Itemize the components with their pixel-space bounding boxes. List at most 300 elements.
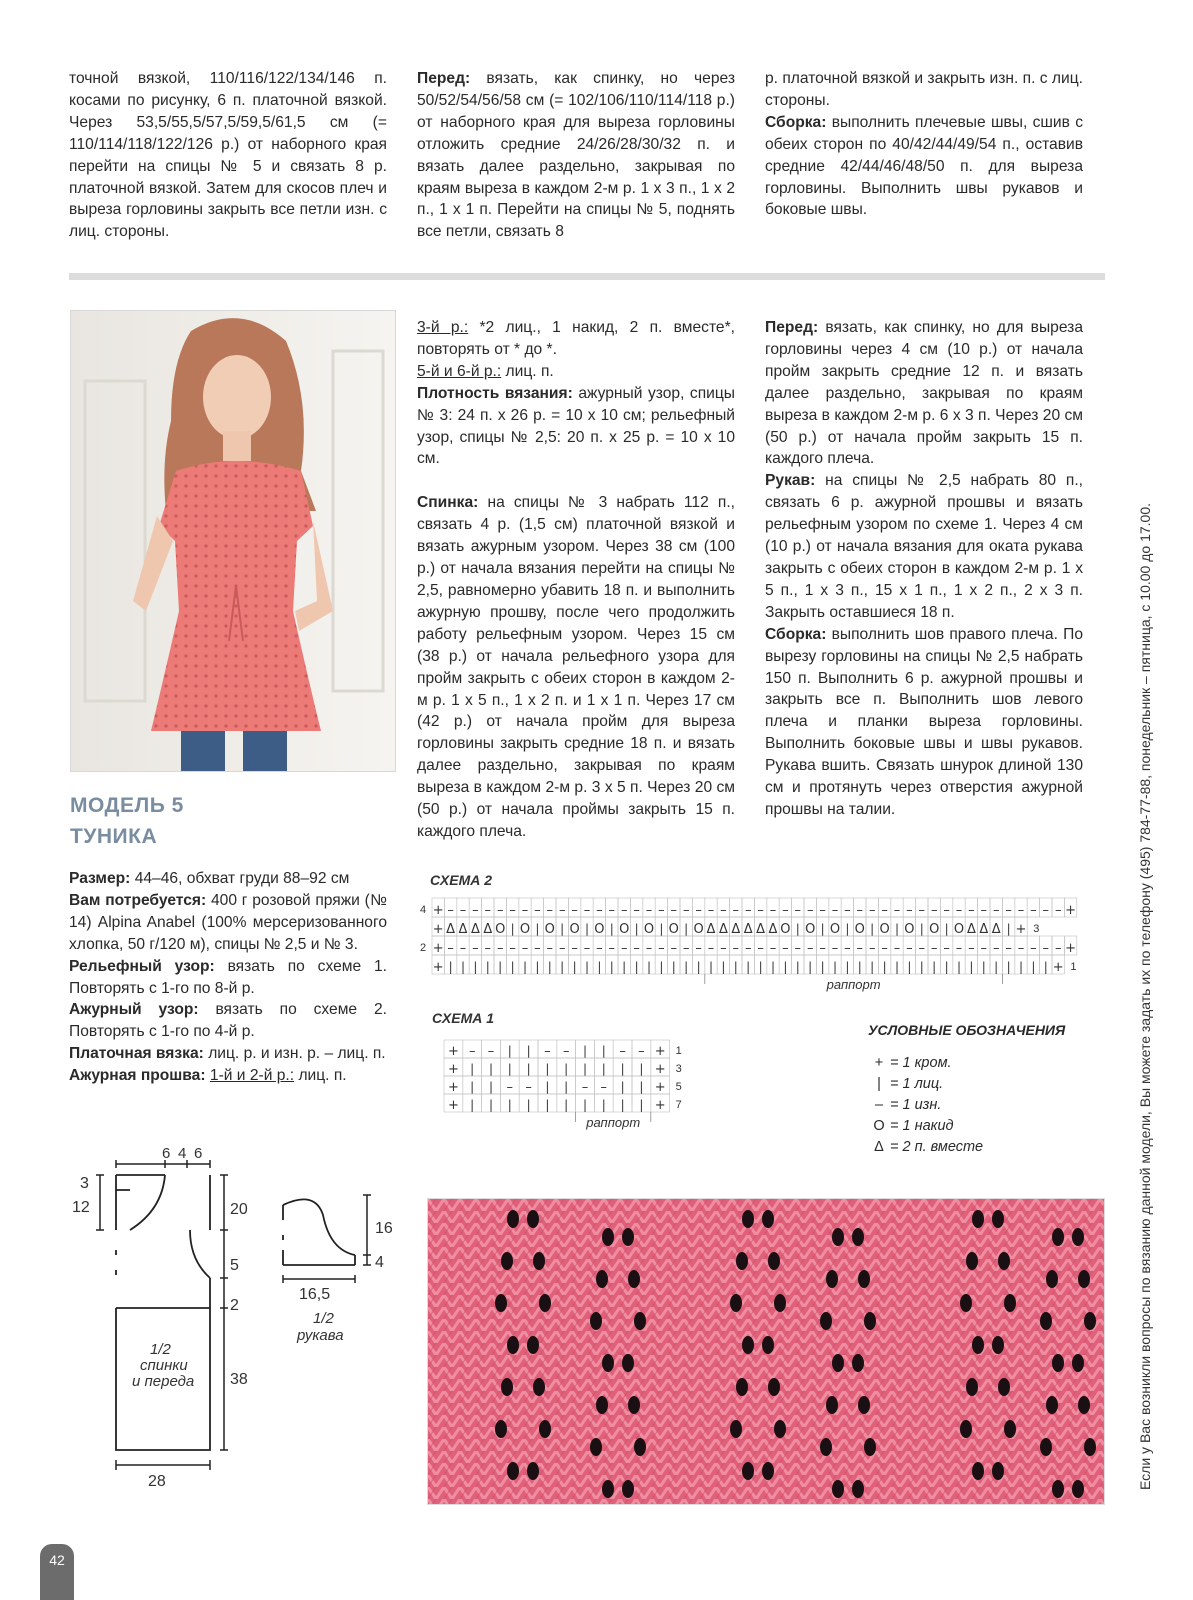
legend-symbol: O <box>873 1118 885 1134</box>
legend-title: УСЛОВНЫЕ ОБОЗНАЧЕНИЯ <box>868 1022 1066 1038</box>
chart-symbol: – <box>744 903 752 918</box>
chart-symbol: – <box>868 903 876 918</box>
chart-symbol: Δ <box>458 922 468 937</box>
chart-symbol: – <box>955 941 963 956</box>
chart-symbol: – <box>831 903 839 918</box>
chart-symbol: – <box>968 903 975 918</box>
chart-symbol: | <box>684 922 689 936</box>
chart-symbol: – <box>670 903 678 918</box>
chart-symbol: O <box>879 922 890 937</box>
chart-symbol: – <box>506 1080 514 1095</box>
eyelet-hole <box>602 1228 614 1246</box>
eyelet-hole <box>852 1354 864 1372</box>
eyelet-hole <box>622 1354 634 1372</box>
legend-text: = 1 накид <box>890 1118 954 1134</box>
chart-symbol: | <box>572 960 577 974</box>
chart-symbol: | <box>770 960 776 974</box>
eyelet-hole <box>634 1438 646 1456</box>
chart-symbol: – <box>447 941 454 956</box>
lace-text: вязать по схеме 2. Повторять с 1-го по 4-й р. <box>69 1001 387 1041</box>
chart-symbol: – <box>682 941 690 956</box>
chart-symbol: | <box>584 960 590 974</box>
need-label: Вам потребуется: <box>69 891 207 909</box>
chart-symbol: | <box>956 960 962 974</box>
chart-symbol: – <box>521 941 529 956</box>
eyelet-hole <box>826 1396 838 1414</box>
chart-symbol: O <box>953 922 965 937</box>
chart-symbol: O <box>495 922 506 937</box>
chart-symbol: | <box>639 1080 644 1094</box>
chart-symbol: | <box>907 960 912 974</box>
row-number: 2 <box>420 942 427 954</box>
dim-top-1: 6 <box>162 1145 171 1162</box>
chart-symbol: – <box>695 941 702 956</box>
chart-symbol: – <box>782 903 789 918</box>
chart-symbol: | <box>510 960 515 974</box>
eyelet-hole <box>622 1480 634 1498</box>
chart-symbol: – <box>707 941 715 956</box>
eyelet-hole <box>742 1210 754 1228</box>
chart-symbol: | <box>944 922 949 936</box>
chart-symbol: | <box>620 1062 625 1076</box>
eyelet-hole <box>998 1378 1010 1396</box>
eyelet-hole <box>1078 1396 1090 1414</box>
eyelet-hole <box>590 1438 602 1456</box>
sleeve-dim-1: 16 <box>375 1220 393 1237</box>
chart-symbol: – <box>558 903 566 918</box>
chart-symbol: | <box>1018 960 1024 974</box>
eyelet-hole <box>972 1462 984 1480</box>
chart-symbol: – <box>472 941 479 956</box>
eyelet-hole <box>1072 1228 1084 1246</box>
chart-symbol: | <box>564 1098 569 1112</box>
legend-item <box>868 1074 1065 1095</box>
eyelet-hole <box>858 1396 870 1414</box>
chart-symbol: – <box>534 941 541 956</box>
chart-symbol: Δ <box>768 922 778 937</box>
chart-symbol: | <box>659 922 664 936</box>
chart-symbol: | <box>510 922 515 936</box>
schema1-chart <box>430 1038 700 1138</box>
eyelet-hole <box>628 1396 640 1414</box>
chart-symbol: O <box>929 922 940 937</box>
schema2-title: СХЕМА 2 <box>430 872 493 888</box>
legend-item <box>868 1053 1065 1074</box>
chart-symbol: | <box>857 960 862 974</box>
eyelet-hole <box>762 1462 774 1480</box>
chart-symbol: – <box>608 941 616 956</box>
chart-symbol: | <box>564 1080 569 1094</box>
chart-symbol: – <box>496 903 504 918</box>
chart-symbol: – <box>992 941 1000 956</box>
chart-symbol: – <box>487 1044 495 1059</box>
chart-symbol: + <box>1015 922 1027 937</box>
chart-symbol: – <box>918 941 926 956</box>
chart-symbol: – <box>806 941 814 956</box>
eyelet-hole <box>832 1354 844 1372</box>
chart-symbol: – <box>670 941 678 956</box>
chart-symbol: – <box>906 941 913 956</box>
dim-right-2: 5 <box>230 1257 239 1274</box>
repeat-label: раппорт <box>826 977 881 992</box>
chart-symbol: O <box>594 922 605 937</box>
eyelet-hole <box>992 1336 1004 1354</box>
eyelet-hole <box>602 1480 614 1498</box>
front2-label: Перед: <box>765 319 819 336</box>
chart-symbol: – <box>645 941 653 956</box>
chart-symbol: – <box>893 941 901 956</box>
body-pattern <box>70 1145 270 1515</box>
sleeve-line <box>765 470 1083 623</box>
legend-symbol: + <box>874 1055 884 1071</box>
eyelet-hole <box>820 1438 832 1456</box>
row-number: 1 <box>675 1045 682 1057</box>
sleeve-pattern <box>275 1195 415 1360</box>
chart-symbol: – <box>1017 903 1025 918</box>
row3-text: *2 лиц., 1 накид, 2 п. вместе*, повторять от * до *. <box>417 319 735 358</box>
need-text: 400 г розовой пряжи (№ 14) Alpina Anabel (100% мерсеризованного хлопка, 50 г/120 м), спицы № 2,5 и № 3. <box>69 891 387 953</box>
chart-symbol: | <box>582 1044 588 1058</box>
chart-symbol: | <box>526 1098 531 1112</box>
chart-symbol: | <box>646 960 652 974</box>
row3-line <box>417 317 735 361</box>
chart-symbol: O <box>668 922 679 937</box>
legend-text: = 2 п. вместе <box>890 1139 984 1155</box>
eyelet-hole <box>742 1336 754 1354</box>
chart-symbol: – <box>930 903 938 918</box>
chart-symbol: | <box>721 960 726 974</box>
chart-symbol: – <box>769 941 777 956</box>
row-number: 5 <box>675 1081 682 1093</box>
model-photo <box>70 310 396 772</box>
lace-label: Ажурный узор: <box>69 1001 199 1019</box>
chart-symbol: – <box>782 941 789 956</box>
chart-symbol: | <box>634 960 639 974</box>
eyelet-hole <box>622 1228 634 1246</box>
chart-symbol: – <box>633 941 640 956</box>
chart-symbol: | <box>507 1062 512 1076</box>
chart-symbol: + <box>654 1044 666 1059</box>
chart-symbol: | <box>932 960 937 974</box>
chart-symbol: | <box>485 960 490 974</box>
chart-symbol: – <box>844 903 851 918</box>
chart-symbol: | <box>522 960 528 974</box>
mid-column <box>417 317 735 843</box>
eyelet-hole <box>1004 1294 1016 1312</box>
dim-left-2: 12 <box>72 1199 90 1216</box>
chart-symbol: – <box>819 941 826 956</box>
eyelet-hole <box>992 1210 1004 1228</box>
chart-symbol: | <box>498 960 503 974</box>
eyelet-hole <box>762 1210 774 1228</box>
chart-symbol: – <box>447 903 454 918</box>
chart-symbol: – <box>546 941 554 956</box>
size-label: Размер: <box>69 870 131 887</box>
chart-symbol: + <box>447 1062 459 1077</box>
chart-symbol: – <box>571 903 578 918</box>
chart-symbol: + <box>432 941 444 956</box>
schema1-title: СХЕМА 1 <box>432 1010 495 1026</box>
legend-symbol: – <box>874 1097 884 1113</box>
chart-symbol: – <box>1054 903 1062 918</box>
chart-symbol: – <box>521 903 529 918</box>
top-col1-text: точной вязкой, 110/116/122/134/146 п. косами по рисунку, 6 п. платочной вязкой. Через 53,5/55,5/57,5/59,5/61,5 см (= 110/114/118/122/126 р.) от наборного края перейти на спицы № 5 и связать 8 р. платочной вязкой. Затем для скосов плеч и выреза горловины закрыть все петли изн. с лиц. стороны. <box>69 70 387 241</box>
eyelet-hole <box>507 1210 519 1228</box>
chart-symbol: | <box>470 1098 475 1112</box>
eyelet-hole <box>858 1270 870 1288</box>
chart-symbol: Δ <box>731 922 741 937</box>
chart-symbol: | <box>870 922 875 936</box>
eyelet-hole <box>1084 1438 1096 1456</box>
eyelet-hole <box>634 1312 646 1330</box>
eyelet-hole <box>864 1312 876 1330</box>
sleeve-dim-2: 4 <box>375 1254 384 1271</box>
eyelet-hole <box>628 1270 640 1288</box>
chart-symbol: – <box>600 1080 608 1095</box>
front-label: Перед: <box>417 70 471 87</box>
eyelet-hole <box>960 1294 972 1312</box>
chart-symbol: O <box>805 922 816 937</box>
size-text: 44–46, обхват груди 88–92 см <box>134 870 350 887</box>
chart-symbol: Δ <box>743 922 753 937</box>
chart-symbol: – <box>620 903 628 918</box>
chart-symbol: – <box>1005 941 1012 956</box>
eyelet-hole <box>539 1420 551 1438</box>
chart-symbol: | <box>448 960 453 974</box>
density-text: ажурный узор, спицы № 3: 24 п. x 26 р. = 10 x 10 см; рельефный узор, спицы № 2,5: 20 п. x 25 р. = 10 x 10 см. <box>417 384 735 468</box>
chart-symbol: | <box>560 960 565 974</box>
lace-line <box>69 999 387 1043</box>
eyelet-hole <box>1072 1354 1084 1372</box>
top-column-2 <box>417 68 735 243</box>
chart-symbol: | <box>981 960 986 974</box>
chart-symbol: | <box>845 960 850 974</box>
chart-symbol: – <box>620 941 628 956</box>
chart-symbol: – <box>732 903 740 918</box>
chart-symbol: – <box>955 903 963 918</box>
chart-symbol: – <box>638 1044 645 1059</box>
chart-symbol: O <box>544 922 555 937</box>
chart-symbol: O <box>780 922 791 937</box>
relief-line <box>69 956 387 1000</box>
chart-symbol: – <box>1030 941 1037 956</box>
chart-symbol: | <box>526 1044 531 1058</box>
chart-symbol: – <box>525 1080 532 1095</box>
eyelet-hole <box>998 1252 1010 1270</box>
eyelet-hole <box>774 1420 786 1438</box>
chart-symbol: | <box>795 922 800 936</box>
chart-symbol: – <box>819 903 826 918</box>
top-col3-paragraph <box>765 112 1083 222</box>
chart-symbol: O <box>904 922 915 937</box>
eyelet-label: Ажурная прошва: <box>69 1067 206 1085</box>
chart-symbol: Δ <box>979 922 989 937</box>
top-col2-text: вязать, как спинку, но через 50/52/54/56/58 см (= 102/106/110/114/118 р.) от наборного края для выреза горловины отложить средние 24/26/28/30/32 п. и вязать далее раздельно, закрывая по краям выреза в каждом 2-м р. 1 x 3 п., 1 x 2 п., 1 x 1 п. Перейти на спицы № 5, поднять все петли, связать 8 <box>417 70 735 241</box>
chart-symbol: O <box>619 922 630 937</box>
chart-symbol: | <box>733 960 738 974</box>
garter-label: Платочная вязка: <box>69 1045 204 1063</box>
relief-label: Рельефный узор: <box>69 957 215 975</box>
eyelet-hole <box>507 1336 519 1354</box>
legend-symbol: | <box>877 1076 881 1092</box>
chart-symbol: | <box>535 922 540 936</box>
chart-symbol: O <box>569 922 580 937</box>
chart-symbol: | <box>708 960 714 974</box>
chart-symbol: | <box>547 960 552 974</box>
chart-symbol: – <box>769 903 777 918</box>
chart-symbol: Δ <box>470 922 480 937</box>
chart-symbol: | <box>944 960 949 974</box>
chart-symbol: | <box>601 1062 606 1076</box>
chart-symbol: – <box>757 903 764 918</box>
chart-symbol: – <box>1042 903 1050 918</box>
dim-top-3: 6 <box>194 1145 203 1162</box>
eyelet-hole <box>736 1378 748 1396</box>
eyelet-hole <box>992 1462 1004 1480</box>
chart-symbol: + <box>432 960 444 975</box>
eyelet-hole <box>852 1480 864 1498</box>
chart-symbol: | <box>808 960 813 974</box>
eyelet-hole <box>1084 1312 1096 1330</box>
legend-item <box>868 1116 1065 1137</box>
chart-symbol: – <box>596 941 603 956</box>
chart-symbol: O <box>854 922 865 937</box>
row-number: 7 <box>675 1099 682 1111</box>
chart-symbol: – <box>906 903 913 918</box>
chart-symbol: + <box>432 922 444 937</box>
top-col3-text-b: выполнить плечевые швы, сшив с обеих сторон по 40/42/44/49/54 п., оставив средние 42/44/46/48/50 п. для выреза горловины. Выполнить швы рукавов и боковые швы. <box>765 113 1083 219</box>
eyelet-hole <box>533 1252 545 1270</box>
eyelet-hole <box>852 1228 864 1246</box>
row-number: 1 <box>1070 961 1077 973</box>
chart-symbol: – <box>695 903 702 918</box>
eyelet-hole <box>596 1396 608 1414</box>
eyelet-hole <box>742 1462 754 1480</box>
chart-symbol: – <box>658 903 665 918</box>
assembly2-line <box>765 624 1083 821</box>
chart-symbol: – <box>930 941 938 956</box>
chart-symbol: | <box>882 960 887 974</box>
relief-text: вязать по схеме 1. Повторять с 1-го по 8-й р. <box>69 957 387 997</box>
legend-text: = 1 кром. <box>890 1055 952 1071</box>
eyelet-hole <box>1072 1480 1084 1498</box>
model-title <box>70 790 184 852</box>
eyelet-hole <box>972 1210 984 1228</box>
dim-right-1: 20 <box>230 1201 248 1218</box>
chart-symbol: – <box>918 903 926 918</box>
chart-symbol: – <box>534 903 541 918</box>
chart-symbol: – <box>484 941 492 956</box>
chart-symbol: – <box>992 903 1000 918</box>
page-number: 42 <box>40 1544 74 1600</box>
eyelet-hole <box>1004 1420 1016 1438</box>
back-line <box>417 492 735 843</box>
chart-symbol: | <box>1031 960 1036 974</box>
chart-symbol: | <box>564 1062 569 1076</box>
chart-symbol: | <box>470 1080 475 1094</box>
chart-symbol: – <box>720 903 727 918</box>
chart-symbol: – <box>509 941 516 956</box>
chart-symbol: | <box>684 960 689 974</box>
chart-symbol: – <box>1030 903 1037 918</box>
chart-symbol: + <box>1065 941 1077 956</box>
chart-symbol: | <box>622 960 627 974</box>
chart-symbol: O <box>643 922 655 937</box>
chart-symbol: – <box>1054 941 1062 956</box>
chart-symbol: – <box>619 1044 626 1059</box>
chart-symbol: | <box>584 922 590 936</box>
chart-symbol: – <box>794 941 802 956</box>
chart-symbol: – <box>707 903 715 918</box>
row56-line <box>417 361 735 383</box>
chart-symbol: | <box>758 960 763 974</box>
chart-symbol: | <box>507 1098 512 1112</box>
eyelet-hole <box>820 1312 832 1330</box>
legend-item <box>868 1137 1065 1158</box>
eyelet-hole <box>966 1378 978 1396</box>
sleeve-label: Рукав: <box>765 472 816 490</box>
chart-symbol: | <box>601 1098 606 1112</box>
row-number: 3 <box>675 1063 682 1075</box>
body-label-3: и переда <box>132 1373 195 1390</box>
repeat-label: раппорт <box>586 1115 641 1130</box>
chart-symbol: – <box>562 1044 570 1059</box>
chart-symbol: – <box>968 941 975 956</box>
dim-top-2: 4 <box>178 1145 187 1162</box>
row-number: 3 <box>1033 923 1040 935</box>
back-label: Спинка: <box>417 494 479 512</box>
chart-symbol: – <box>682 903 690 918</box>
chart-symbol: Δ <box>483 922 493 937</box>
chart-symbol: + <box>654 1098 666 1113</box>
sleeve-text: на спицы № 2,5 набрать 80 п., связать 6 р. ажурной прошвы и вязать рельефным узором по схеме 1. Через 4 см (10 р.) от начала вязания для оката рукава закрыть с обеих сторон в каждом 2-м р. 1 x 5 п., 1 x 3 п., 15 x 1 п., 1 x 2 п., 2 x 3 п. Закрыть оставшиеся 18 п. <box>765 472 1083 621</box>
garter-line <box>69 1043 387 1065</box>
chart-symbol: | <box>659 960 664 974</box>
chart-symbol: | <box>820 960 825 974</box>
chart-symbol: – <box>744 941 752 956</box>
chart-symbol: – <box>794 903 802 918</box>
dim-bottom: 28 <box>148 1473 166 1490</box>
eyelet-hole <box>1052 1228 1064 1246</box>
chart-symbol: Δ <box>446 922 456 937</box>
chart-symbol: O <box>519 922 531 937</box>
dim-left-1: 3 <box>80 1175 89 1192</box>
eyelet-hole <box>539 1294 551 1312</box>
chart-symbol: | <box>560 922 565 936</box>
chart-symbol: | <box>488 1062 494 1076</box>
chart-symbol: – <box>459 903 467 918</box>
chart-symbol: – <box>856 941 864 956</box>
chart-symbol: O <box>829 922 841 937</box>
chart-symbol: Δ <box>718 922 728 937</box>
chart-symbol: | <box>870 960 875 974</box>
eyelet-hole <box>501 1378 513 1396</box>
chart-symbol: | <box>609 960 614 974</box>
chart-symbol: + <box>654 1062 666 1077</box>
chart-symbol: | <box>597 960 602 974</box>
chart-symbol: – <box>546 903 554 918</box>
eyelet-hole <box>602 1354 614 1372</box>
chart-symbol: | <box>582 1098 588 1112</box>
chart-symbol: | <box>488 1098 494 1112</box>
row56-label: 5-й и 6-й р.: <box>417 362 502 380</box>
chart-symbol: – <box>980 903 988 918</box>
chart-symbol: | <box>919 960 924 974</box>
chart-symbol: | <box>473 960 478 974</box>
chart-symbol: – <box>980 941 988 956</box>
eyelet-hole <box>972 1336 984 1354</box>
chart-symbol: | <box>639 1098 644 1112</box>
